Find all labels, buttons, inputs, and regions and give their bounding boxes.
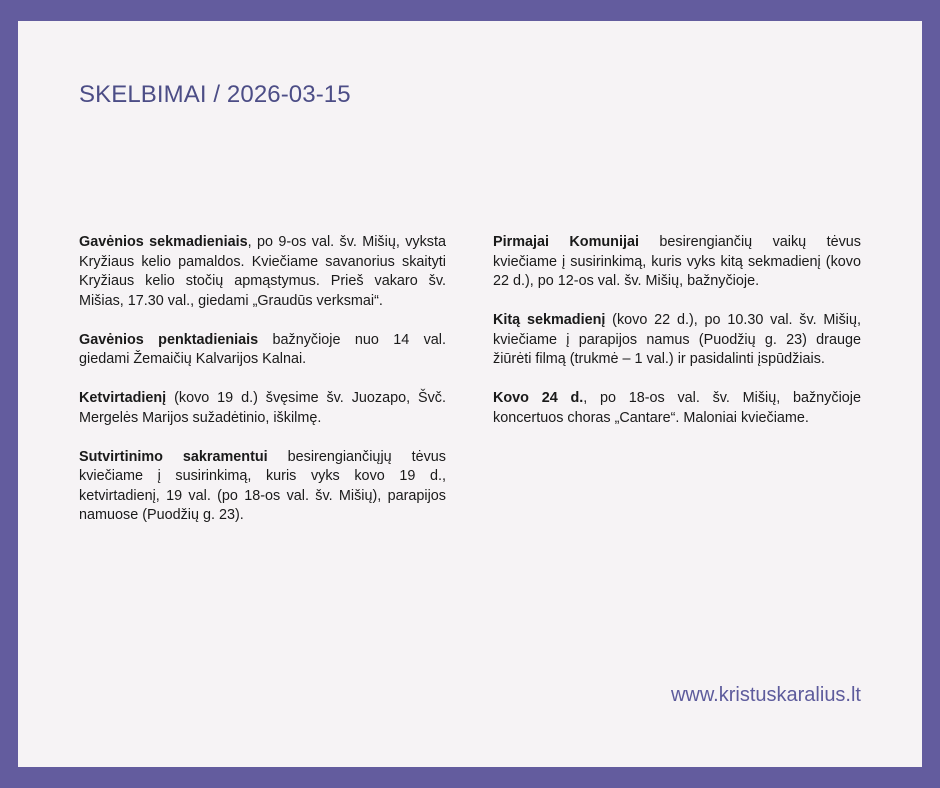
announcement-paragraph xyxy=(79,448,446,526)
announcement-paragraph xyxy=(79,389,446,428)
page-title: SKELBIMAI / 2026-03-15 xyxy=(79,81,351,108)
announcement-heading: Kovo 24 d. xyxy=(493,390,584,406)
announcement-text: (kovo 22 d.), po 10.30 val. šv. Mišių, kviečiame į parapijos namus (Puodžių g. 23) drauge žiūrėti filmą (trukmė – 1 val.) ir pasidalinti įspūdžiais. xyxy=(493,312,861,367)
announcement-text: besirengiančiųjų tėvus kviečiame į susirinkimą, kuris vyks kovo 19 d., ketvirtadienį, 19 val. (po 18-os val. šv. Mišių), parapijos namuose (Puodžių g. 23). xyxy=(79,448,446,523)
announcement-paragraph xyxy=(493,233,861,292)
announcement-heading: Sutvirtinimo sakramentui xyxy=(79,448,268,465)
announcement-paragraph xyxy=(493,311,861,370)
announcement-heading: Gavėnios penktadieniais xyxy=(79,331,259,348)
announcements-right-column xyxy=(493,233,861,448)
announcement-text: (kovo 19 d.) švęsime šv. Juozapo, Švč. Mergelės Marijos sužadėtinio, iškilmę. xyxy=(79,390,446,426)
announcement-text: , po 9-os val. šv. Mišių, vyksta Kryžiaus kelio pamaldos. Kviečiame savanorius skaityti Kryžiaus kelio stočių apmąstymus. Prieš vakaro šv. Mišias, 17.30 val., giedami „Graudūs verksmai“. xyxy=(79,234,446,309)
announcement-text: bažnyčioje nuo 14 val. giedami Žemaičių Kalvarijos Kalnai. xyxy=(79,331,446,367)
announcement-text: , po 18-os val. šv. Mišių, bažnyčioje koncertuos choras „Cantare“. Maloniai kviečiame. xyxy=(493,390,861,426)
announcement-heading: Kitą sekmadienį xyxy=(493,312,606,328)
announcement-sheet xyxy=(18,21,922,767)
announcement-heading: Gavėnios sekmadieniais xyxy=(79,234,248,250)
announcement-paragraph xyxy=(79,331,446,370)
announcement-paragraph xyxy=(493,389,861,428)
announcement-text: besirengiančių vaikų tėvus kviečiame į susirinkimą, kuris vyks kitą sekmadienį (kovo 22 d.), po 12-os val. šv. Mišių, bažnyčioje. xyxy=(493,234,861,289)
website-link[interactable]: www.kristuskaralius.lt xyxy=(670,684,861,706)
announcement-heading: Pirmajai Komunijai xyxy=(493,234,639,250)
announcements-left-column xyxy=(79,233,446,545)
announcement-paragraph xyxy=(79,233,446,311)
announcement-heading: Ketvirtadienį xyxy=(79,390,167,406)
